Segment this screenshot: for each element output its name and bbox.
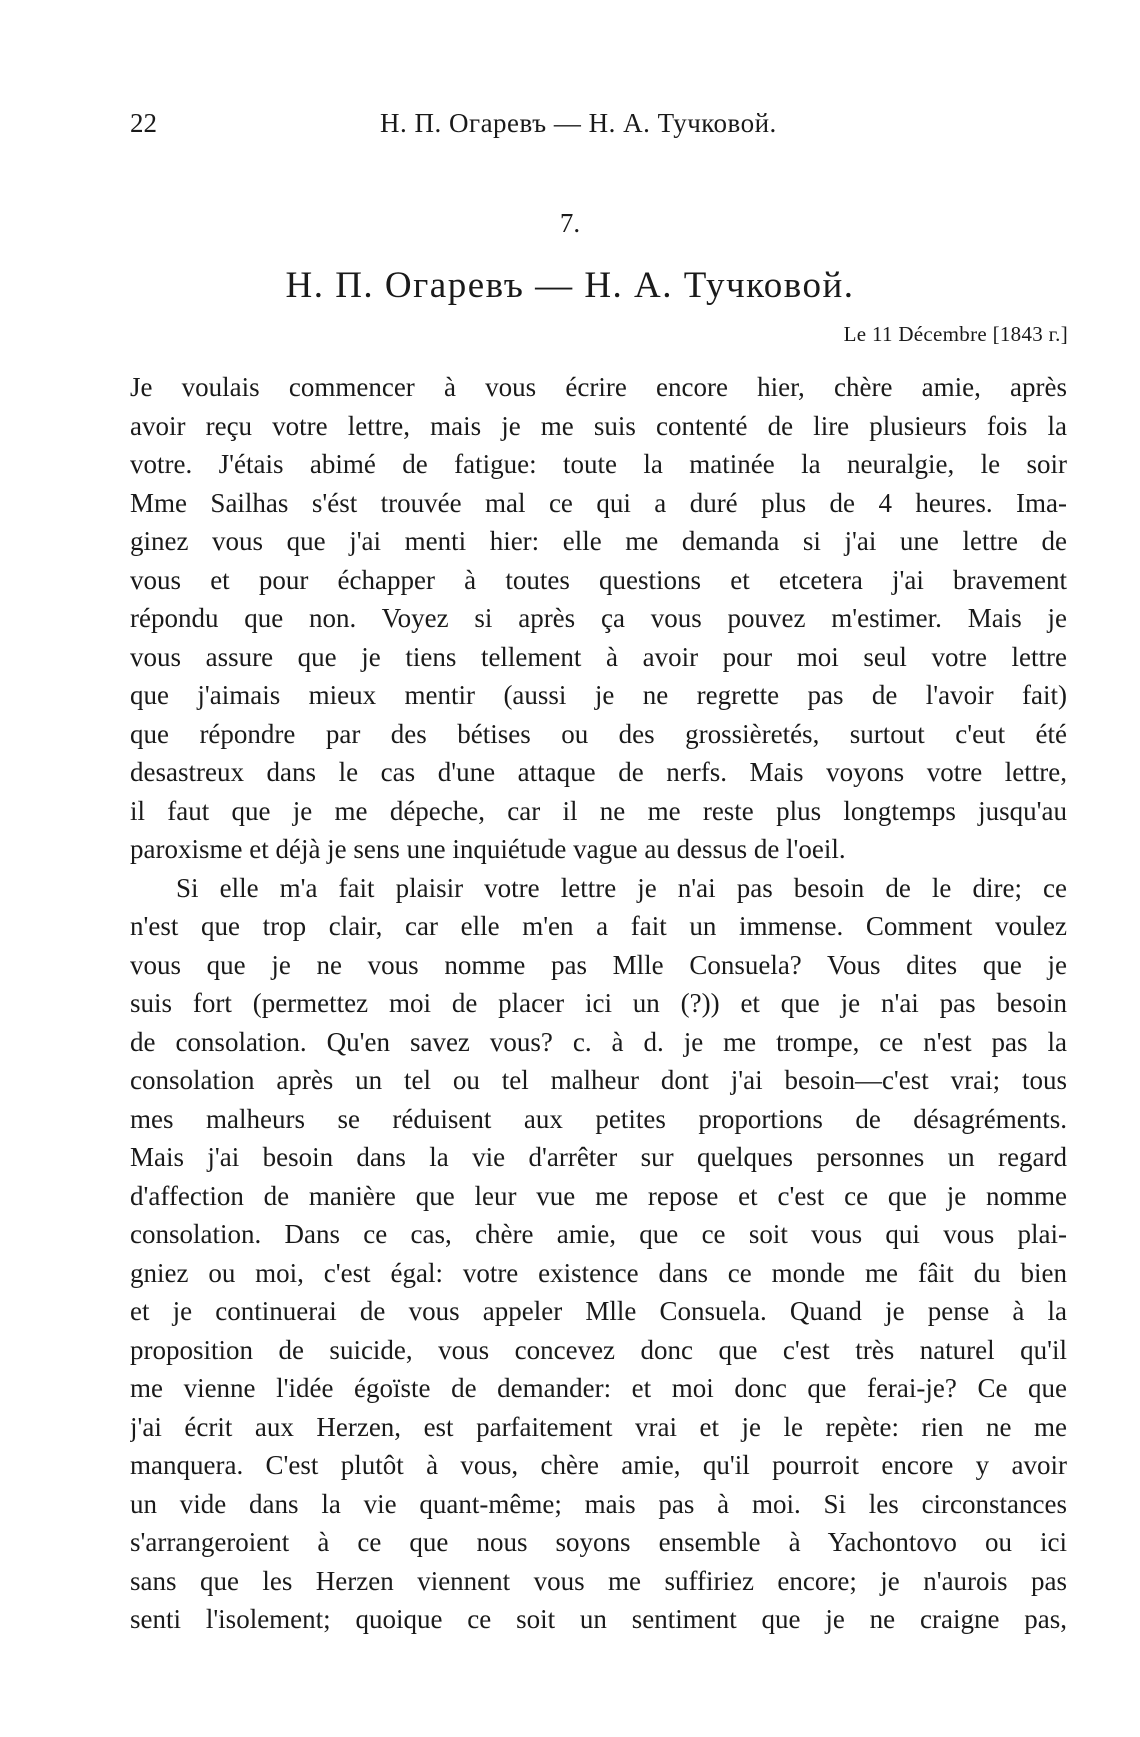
- letter-dateline: Le 11 Décembre [1843 г.]: [843, 322, 1068, 346]
- text-line: n'est que trop clair, car elle m'en a fait un immense. Comment voulez: [130, 911, 1067, 941]
- text-line: vous et pour échapper à toutes questions et etcetera j'ai bravement: [130, 564, 1067, 595]
- text-line: un vide dans la vie quant-même; mais pas à moi. Si les circonstances: [130, 1488, 1067, 1519]
- text-line: senti l'isolement; quoique ce soit un sentiment que je ne craigne pas,: [130, 1604, 1067, 1634]
- text-line: ginez vous que j'ai menti hier: elle me demanda si j'ai une lettre de: [130, 526, 1067, 556]
- text-line: que répondre par des bétises ou des grossièretés, surtout c'eut été: [130, 718, 1067, 749]
- text-line: j'ai écrit aux Herzen, est parfaitement vrai et je le repète: rien ne me: [130, 1411, 1067, 1442]
- text-line: vous que je ne vous nomme pas Mlle Consuela? Vous dites que je: [130, 949, 1067, 980]
- text-line: consolation. Dans ce cas, chère amie, que ce soit vous qui vous plai-: [130, 1219, 1067, 1249]
- text-line: Mais j'ai besoin dans la vie d'arrêter sur quelques personnes un regard: [130, 1142, 1067, 1172]
- text-line: desastreux dans le cas d'une attaque de nerfs. Mais voyons votre lettre,: [130, 757, 1067, 787]
- text-line: Mme Sailhas s'ést trouvée mal ce qui a duré plus de 4 heures. Ima-: [130, 487, 1067, 518]
- text-line: avoir reçu votre lettre, mais je me suis contenté de lire plusieurs fois la: [130, 410, 1067, 441]
- text-line: vous assure que je tiens tellement à avoir pour moi seul votre lettre: [130, 641, 1067, 672]
- text-line: Je voulais commencer à vous écrire encore hier, chère amie, après: [130, 372, 1067, 402]
- text-line: et je continuerai de vous appeler Mlle Consuela. Quand je pense à la: [130, 1296, 1067, 1326]
- running-header: [130, 108, 1090, 144]
- text-line: de consolation. Qu'en savez vous? c. à d. je me trompe, ce n'est pas la: [130, 1026, 1067, 1057]
- text-line: s'arrangeroient à ce que nous soyons ensemble à Yachontovo ou ici: [130, 1527, 1067, 1557]
- text-line: que j'aimais mieux mentir (aussi je ne regrette pas de l'avoir fait): [130, 680, 1067, 710]
- text-line: il faut que je me dépeche, car il ne me reste plus longtemps jusqu'au: [130, 795, 1067, 826]
- text-line: sans que les Herzen viennent vous me suffiriez encore; je n'aurois pas: [130, 1565, 1067, 1596]
- letter-body: [130, 368, 1067, 1639]
- text-line: suis fort (permettez moi de placer ici un (?)) et que je n'ai pas besoin: [130, 988, 1067, 1018]
- text-line: consolation après un tel ou tel malheur dont j'ai besoin—c'est vrai; tous: [130, 1065, 1067, 1095]
- text-line: Si elle m'a fait plaisir votre lettre je n'ai pas besoin de le dire; ce: [176, 872, 1067, 903]
- letter-number: 7.: [559, 208, 581, 238]
- text-line: manquera. C'est plutôt à vous, chère amie, qu'il pourroit encore y avoir: [130, 1450, 1067, 1480]
- letter-heading: Н. П. Огаревъ — Н. А. Тучковой.: [285, 265, 855, 306]
- text-line: votre. J'étais abimé de fatigue: toute la matinée la neuralgie, le soir: [130, 449, 1067, 479]
- page-number: 22: [130, 108, 157, 138]
- text-line: d'affection de manière que leur vue me repose et c'est ce que je nomme: [130, 1180, 1067, 1211]
- text-line: répondu que non. Voyez si après ça vous pouvez m'estimer. Mais je: [130, 603, 1067, 633]
- text-line: paroxisme et déjà je sens une inquiétude vague au dessus de l'oeil.: [130, 834, 846, 864]
- text-line: mes malheurs se réduisent aux petites proportions de désagréments.: [130, 1103, 1067, 1134]
- text-line: me vienne l'idée égoïste de demander: et moi donc que ferai-je? Ce que: [130, 1373, 1067, 1403]
- running-title: Н. П. Огаревъ — Н. А. Тучковой.: [380, 108, 777, 138]
- text-line: gniez ou moi, c'est égal: votre existence dans ce monde me fâit du bien: [130, 1257, 1067, 1288]
- text-line: proposition de suicide, vous concevez donc que c'est très naturel qu'il: [130, 1334, 1067, 1365]
